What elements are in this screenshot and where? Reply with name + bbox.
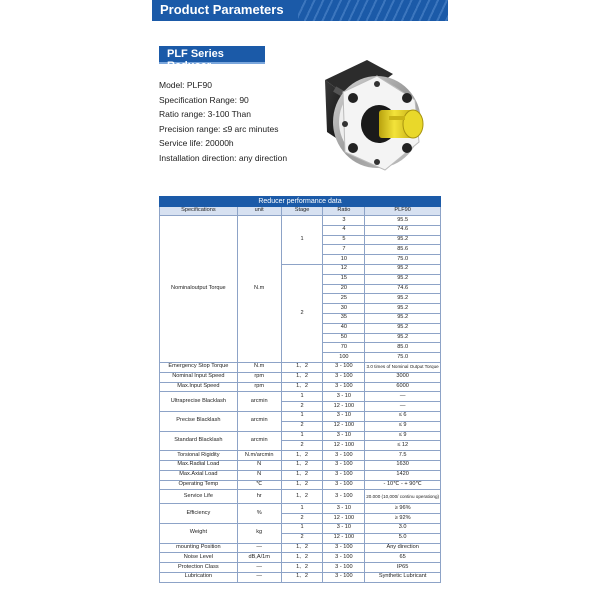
ratio-cell: 10 (323, 255, 365, 265)
column-header: Specifications (160, 207, 238, 216)
stage-cell: 1、2 (281, 460, 323, 470)
ratio-cell: 3 - 100 (323, 563, 365, 573)
value-cell: 5.0 (365, 533, 441, 543)
value-cell: Synthetic Lubricant (365, 572, 441, 582)
ratio-cell: 3 - 100 (323, 490, 365, 504)
spec-cell: Emergency Stop Torque (160, 362, 238, 372)
value-cell: 85.0 (365, 343, 441, 353)
value-cell: 65 (365, 553, 441, 563)
value-cell: 95.2 (365, 333, 441, 343)
table-row (160, 543, 441, 553)
value-cell: 1630 (365, 460, 441, 470)
spec-installation: Installation direction: any direction (159, 152, 288, 163)
value-cell: ≤ 9 (365, 431, 441, 441)
spec-cell: mounting Position (160, 543, 238, 553)
value-cell: 95.2 (365, 274, 441, 284)
stage-cell: 1、2 (281, 382, 323, 392)
ratio-cell: 3 - 10 (323, 392, 365, 402)
ratio-cell: 5 (323, 235, 365, 245)
ratio-cell: 3 - 100 (323, 460, 365, 470)
table-row (160, 470, 441, 480)
stage-cell: 1、2 (281, 480, 323, 490)
spec-cell: Max.Input Speed (160, 382, 238, 392)
unit-cell: N.m (237, 362, 281, 372)
performance-table (159, 196, 441, 583)
unit-cell: ℃ (237, 480, 281, 490)
value-cell: ≤ 12 (365, 441, 441, 451)
table-row (160, 563, 441, 573)
spec-life: Service life: 20000h (159, 138, 234, 148)
value-cell: - 10℃ - + 90℃ (365, 480, 441, 490)
ratio-cell: 3 - 10 (323, 411, 365, 421)
value-cell: ≥ 96% (365, 504, 441, 514)
spec-cell: Precise Blacklash (160, 411, 238, 431)
ratio-cell: 15 (323, 274, 365, 284)
value-cell: 85.6 (365, 245, 441, 255)
value-cell: 95.2 (365, 294, 441, 304)
spec-list (159, 78, 339, 165)
ratio-cell: 70 (323, 343, 365, 353)
spec-cell: Noise Level (160, 553, 238, 563)
stage-cell: 1 (281, 431, 323, 441)
table-row (160, 451, 441, 461)
table-row (160, 460, 441, 470)
spec-cell: Efficiency (160, 504, 238, 524)
value-cell: — (365, 392, 441, 402)
ratio-cell: 12 - 100 (323, 421, 365, 431)
value-cell: 3.0 (365, 523, 441, 533)
value-cell: 3.0 times of Nominal Output Torque (365, 362, 441, 372)
ratio-cell: 3 - 10 (323, 504, 365, 514)
stage-cell: 2 (281, 264, 323, 362)
value-cell: 6000 (365, 382, 441, 392)
ratio-cell: 3 - 100 (323, 572, 365, 582)
spec-cell: Nominaloutput Torque (160, 216, 238, 363)
stage-cell: 2 (281, 514, 323, 524)
stage-cell: 1 (281, 504, 323, 514)
value-cell: 75.0 (365, 353, 441, 363)
spec-cell: Weight (160, 523, 238, 543)
value-cell: 75.0 (365, 255, 441, 265)
ratio-cell: 30 (323, 304, 365, 314)
ratio-cell: 3 - 100 (323, 543, 365, 553)
unit-cell: arcmin (237, 431, 281, 451)
spec-cell: Lubrication (160, 572, 238, 582)
ratio-cell: 3 - 100 (323, 553, 365, 563)
spec-cell: Standard Blacklash (160, 431, 238, 451)
stage-cell: 1、2 (281, 451, 323, 461)
table-row (160, 411, 441, 421)
value-cell: 74.6 (365, 284, 441, 294)
ratio-cell: 3 - 10 (323, 431, 365, 441)
unit-cell: — (237, 543, 281, 553)
table-row (160, 523, 441, 533)
unit-cell: hr (237, 490, 281, 504)
reducer-product-image (315, 52, 445, 182)
stage-cell: 1、2 (281, 572, 323, 582)
ratio-cell: 3 - 10 (323, 523, 365, 533)
stage-cell: 1、2 (281, 563, 323, 573)
ratio-cell: 12 (323, 264, 365, 274)
stage-cell: 1、2 (281, 543, 323, 553)
value-cell: 95.2 (365, 304, 441, 314)
table-row (160, 431, 441, 441)
unit-cell: rpm (237, 372, 281, 382)
unit-cell: dB,A/1m (237, 553, 281, 563)
stage-cell: 1、2 (281, 490, 323, 504)
unit-cell: % (237, 504, 281, 524)
stage-cell: 1 (281, 392, 323, 402)
value-cell: ≤ 9 (365, 421, 441, 431)
table-row (160, 504, 441, 514)
column-header: PLF90 (365, 207, 441, 216)
table-title: Reducer performance data (160, 197, 441, 207)
ratio-cell: 25 (323, 294, 365, 304)
value-cell: — (365, 402, 441, 412)
ratio-cell: 40 (323, 323, 365, 333)
ratio-cell: 3 - 100 (323, 362, 365, 372)
stage-cell: 2 (281, 441, 323, 451)
unit-cell: rpm (237, 382, 281, 392)
column-header: Stage (281, 207, 323, 216)
unit-cell: arcmin (237, 411, 281, 431)
ratio-cell: 3 - 100 (323, 372, 365, 382)
stage-cell: 1、2 (281, 372, 323, 382)
unit-cell: N.m/arcmin (237, 451, 281, 461)
header-decoration (298, 0, 448, 21)
ratio-cell: 3 (323, 216, 365, 226)
value-cell: 20.000 (10,000/ continu operationg) (365, 490, 441, 504)
section-header (152, 0, 448, 21)
value-cell: Any direction (365, 543, 441, 553)
stage-cell: 2 (281, 533, 323, 543)
stage-cell: 2 (281, 421, 323, 431)
table-row (160, 553, 441, 563)
table-row (160, 362, 441, 372)
ratio-cell: 3 - 100 (323, 451, 365, 461)
table-row (160, 480, 441, 490)
stage-cell: 1 (281, 523, 323, 533)
ratio-cell: 100 (323, 353, 365, 363)
stage-cell: 1 (281, 216, 323, 265)
unit-cell: N (237, 470, 281, 480)
ratio-cell: 12 - 100 (323, 533, 365, 543)
stage-cell: 1 (281, 411, 323, 421)
ratio-cell: 7 (323, 245, 365, 255)
unit-cell: N (237, 460, 281, 470)
series-title: PLF Series Reducer (167, 48, 224, 72)
value-cell: 7.5 (365, 451, 441, 461)
value-cell: 95.2 (365, 323, 441, 333)
section-title: Product Parameters (160, 2, 284, 17)
table-row (160, 572, 441, 582)
spec-cell: Protection Class (160, 563, 238, 573)
ratio-cell: 3 - 100 (323, 382, 365, 392)
ratio-cell: 20 (323, 284, 365, 294)
spec-cell: Max.Radial Load (160, 460, 238, 470)
ratio-cell: 50 (323, 333, 365, 343)
column-header: unit (237, 207, 281, 216)
ratio-cell: 12 - 100 (323, 441, 365, 451)
unit-cell: — (237, 563, 281, 573)
spec-model: Model: PLF90 (159, 80, 212, 90)
value-cell: ≤ 6 (365, 411, 441, 421)
ratio-cell: 4 (323, 225, 365, 235)
ratio-cell: 35 (323, 313, 365, 323)
spec-cell: Torsional Rigidity (160, 451, 238, 461)
ratio-cell: 12 - 100 (323, 402, 365, 412)
table-row (160, 382, 441, 392)
ratio-cell: 3 - 100 (323, 480, 365, 490)
value-cell: 3000 (365, 372, 441, 382)
value-cell: ≥ 92% (365, 514, 441, 524)
spec-cell: Service Life (160, 490, 238, 504)
spec-precision: Precision range: ≤9 arc minutes (159, 123, 279, 134)
stage-cell: 1、2 (281, 362, 323, 372)
spec-cell: Max.Axial Load (160, 470, 238, 480)
stage-cell: 2 (281, 402, 323, 412)
value-cell: 95.2 (365, 313, 441, 323)
series-banner (159, 46, 265, 72)
ratio-cell: 3 - 100 (323, 470, 365, 480)
table-row (160, 372, 441, 382)
table-row (160, 490, 441, 504)
spec-ratio: Ratio range: 3-100 Than (159, 109, 251, 119)
unit-cell: kg (237, 523, 281, 543)
value-cell: 95.2 (365, 235, 441, 245)
spec-cell: Operating Temp (160, 480, 238, 490)
column-header: Ratio (323, 207, 365, 216)
table-row (160, 392, 441, 402)
spec-cell: Ultraprecise Blacklash (160, 392, 238, 412)
value-cell: 95.5 (365, 216, 441, 226)
table-row (160, 216, 441, 226)
spec-cell: Nominal Input Speed (160, 372, 238, 382)
ratio-cell: 12 - 100 (323, 514, 365, 524)
spec-range: Specification Range: 90 (159, 94, 249, 105)
value-cell: 95.2 (365, 264, 441, 274)
stage-cell: 1、2 (281, 470, 323, 480)
value-cell: 1420 (365, 470, 441, 480)
unit-cell: — (237, 572, 281, 582)
unit-cell: arcmin (237, 392, 281, 412)
value-cell: 74.6 (365, 225, 441, 235)
stage-cell: 1、2 (281, 553, 323, 563)
unit-cell: N.m (237, 216, 281, 363)
value-cell: IP65 (365, 563, 441, 573)
